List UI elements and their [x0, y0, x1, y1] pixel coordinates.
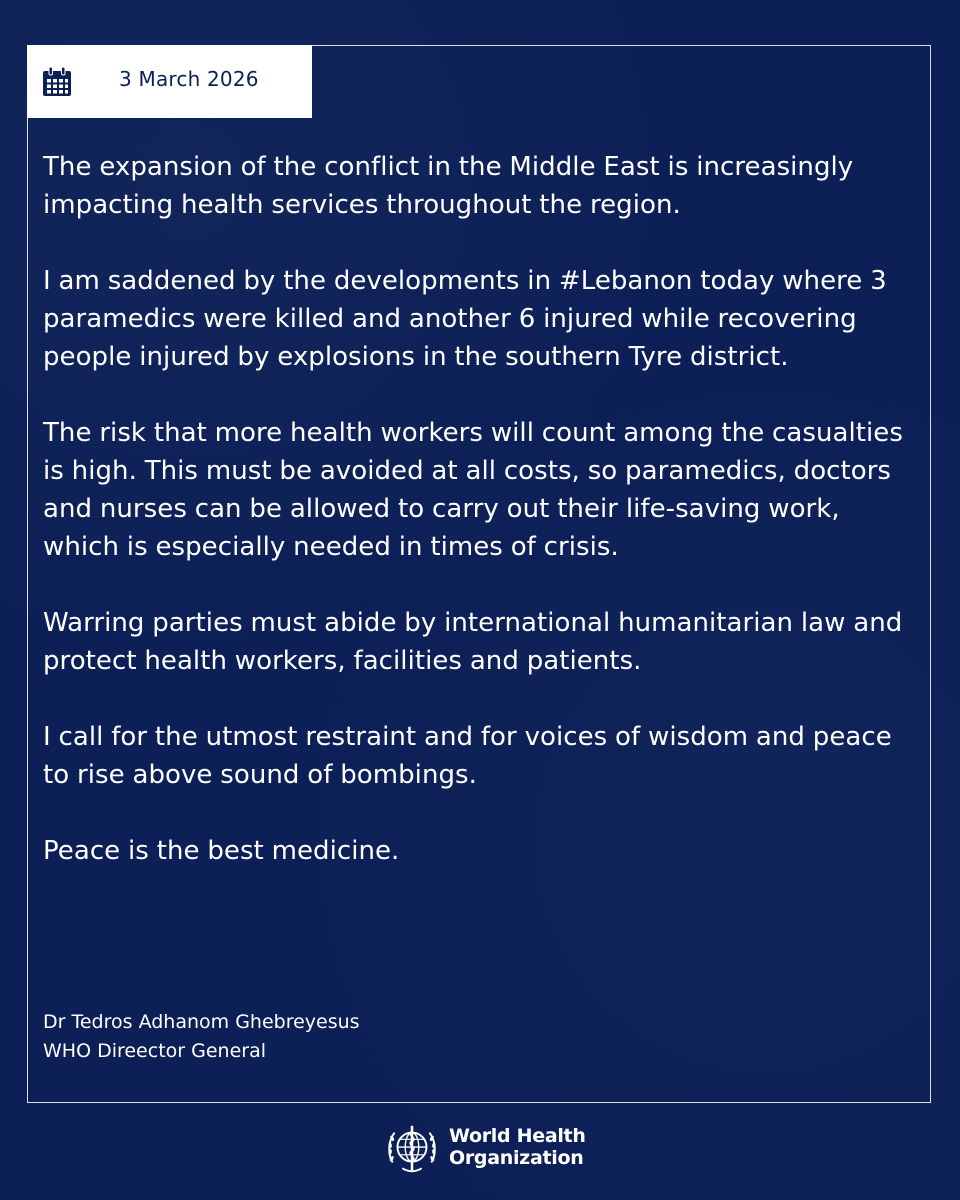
org-name-line-1: World Health: [449, 1125, 586, 1147]
who-logo: [383, 1118, 603, 1178]
statement-paragraph: The risk that more health workers will count among the casualties is high. This must be avoided at all costs, so paramedics, doctors and nurses can be allowed to carry out their life-saving work, which is especially needed in times of crisis.: [43, 418, 903, 562]
who-emblem-icon: [383, 1120, 441, 1178]
statement-paragraph: Peace is the best medicine.: [43, 836, 400, 866]
statement-date: 3 March 2026: [119, 67, 259, 91]
statement-paragraph: I am saddened by the developments in #Lebanon today where 3 paramedics were killed and another 6 injured while recovering people injured by explosions in the southern Tyre district.: [43, 266, 887, 372]
statement-paragraph: The expansion of the conflict in the Middle East is increasingly impacting health services throughout the region.: [43, 152, 854, 220]
org-name-line-2: Organization: [449, 1147, 584, 1169]
date-tab: [27, 45, 312, 118]
signature-block: [43, 1008, 360, 1066]
calendar-icon: [41, 66, 73, 98]
statement-paragraph: Warring parties must abide by international humanitarian law and protect health workers, facilities and patients.: [43, 608, 903, 676]
statement-paragraph: I call for the utmost restraint and for voices of wisdom and peace to rise above sound of bombings.: [43, 722, 892, 790]
who-organization-name: [449, 1125, 586, 1169]
signature-name: Dr Tedros Adhanom Ghebreyesus: [43, 1011, 360, 1033]
signature-title: WHO Direector General: [43, 1040, 266, 1062]
statement-body: [43, 148, 923, 870]
